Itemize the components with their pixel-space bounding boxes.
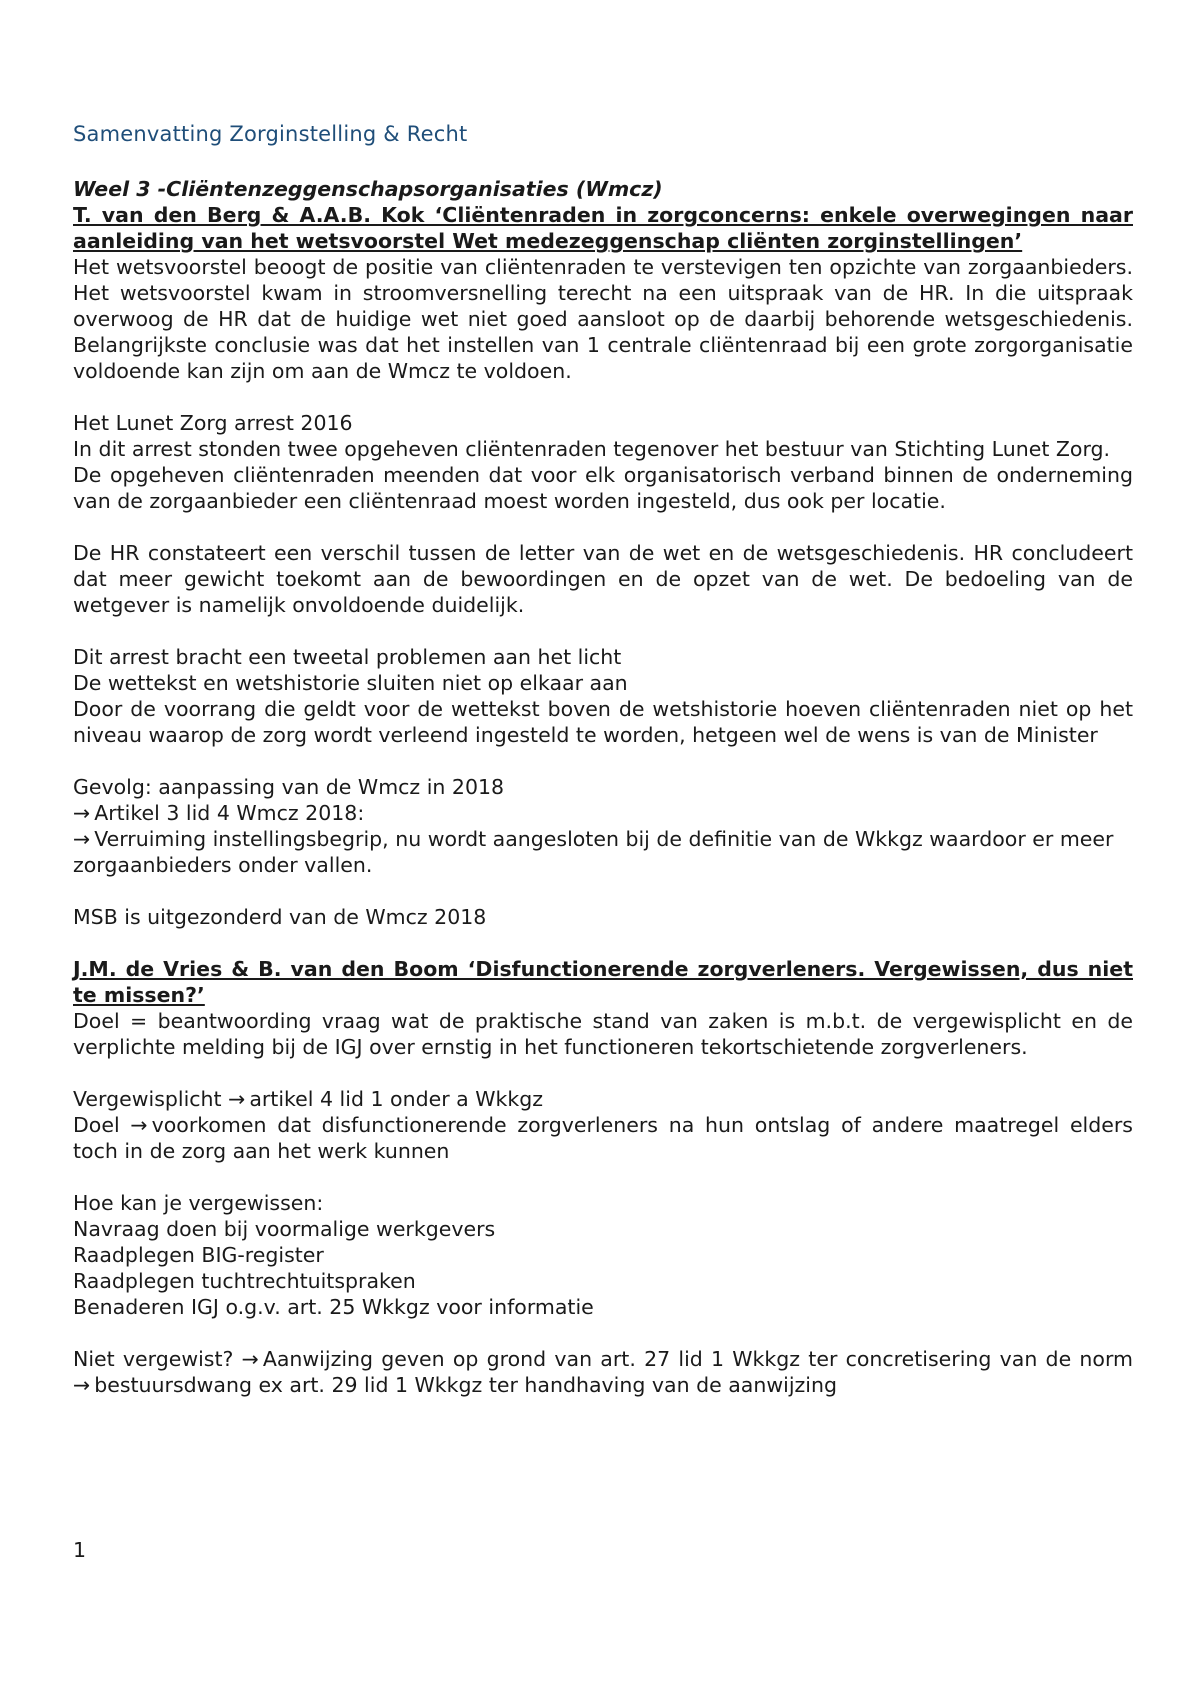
page-number: 1: [73, 1538, 87, 1562]
arrow-right-icon: →: [73, 827, 91, 851]
article-1-heading: T. van den Berg & A.A.B. Kok ‘Cliëntenraden in zorgconcerns: enkele overwegingen naar aanleiding van het wetsvoorstel Wet medezeggenschap cliënten zorginstellingen’: [73, 203, 1133, 253]
spacer: [73, 1164, 1133, 1190]
niet-vergewist-text-2: bestuursdwang ex art. 29 lid 1 Wkkgz ter handhaving van de aanwijzing: [94, 1373, 837, 1397]
article-1-intro: Het wetsvoorstel beoogt de positie van cliëntenraden te verstevigen ten opzichte van zorgaanbieders. Het wetsvoorstel kwam in stroomversnelling terecht na een uitspraak van de HR. In die uitspraak overwoog de HR dat de huidige wet niet goed aansloot op de daarbij behorende wetsgeschiedenis. Belangrijkste conclusie was dat het instellen van 1 centrale cliëntenraad bij een grote zorgorganisatie voldoende kan zijn om aan de Wmcz te voldoen.: [73, 255, 1133, 383]
arrow-item-1-text: Artikel 3 lid 4 Wmcz 2018:: [94, 801, 365, 825]
arrow-right-icon: →: [73, 1373, 91, 1397]
spacer: [73, 618, 1133, 644]
niet-vergewist-label: Niet vergewist?: [73, 1347, 234, 1371]
hoe-title: Hoe kan je vergewissen:: [73, 1191, 324, 1215]
niet-vergewist-line: [73, 1346, 1133, 1398]
hoe-item: Navraag doen bij voormalige werkgevers: [73, 1217, 496, 1241]
vergewisplicht-line: [73, 1086, 1133, 1112]
msb-line: MSB is uitgezonderd van de Wmcz 2018: [73, 905, 487, 929]
arrow-right-icon: →: [73, 801, 91, 825]
doel-line: [73, 1112, 1133, 1164]
problems-line-2: De wettekst en wetshistorie sluiten niet op elkaar aan: [73, 671, 628, 695]
arrow-right-icon: →: [241, 1347, 259, 1371]
hoe-item: Raadplegen BIG-register: [73, 1243, 324, 1267]
niet-vergewist-text-1: Aanwijzing geven op grond van art. 27 lid 1 Wkkgz ter concretisering van de norm: [262, 1347, 1133, 1371]
document-title: Samenvatting Zorginstelling & Recht: [73, 122, 468, 146]
vergewisplicht-text: artikel 4 lid 1 onder a Wkkgz: [249, 1087, 544, 1111]
doel-text: voorkomen dat disfunctionerende zorgverleners na hun ontslag of andere maatregel elders toch in de zorg aan het werk kunnen: [73, 1113, 1133, 1163]
lunet-paragraph-2: De opgeheven cliëntenraden meenden dat voor elk organisatorisch verband binnen de onderneming van de zorgaanbieder een cliëntenraad moest worden ingesteld, dus ook per locatie.: [73, 463, 1133, 513]
lunet-title: Het Lunet Zorg arrest 2016: [73, 411, 353, 435]
week-heading: Weel 3 -Cliëntenzeggenschapsorganisaties (Wmcz): [73, 177, 663, 201]
article-2-heading: J.M. de Vries & B. van den Boom ‘Disfunctionerende zorgverleners. Vergewissen, dus niet te missen?’: [73, 957, 1133, 1007]
arrow-right-icon: →: [130, 1113, 148, 1137]
hoe-item: Raadplegen tuchtrechtuitspraken: [73, 1269, 416, 1293]
arrow-item-1: [73, 800, 1133, 826]
arrow-item-2-text: Verruiming instellingsbegrip, nu wordt aangesloten bij de definitie van de Wkkgz waardoor er meer zorgaanbieders onder vallen.: [73, 827, 1114, 877]
hoe-item: Benaderen IGJ o.g.v. art. 25 Wkkgz voor informatie: [73, 1295, 594, 1319]
arrow-item-2: [73, 826, 1133, 878]
spacer: [73, 930, 1133, 956]
doel-label: Doel: [73, 1113, 120, 1137]
spacer: [73, 1320, 1133, 1346]
problems-line-3: Door de voorrang die geldt voor de wettekst boven de wetshistorie hoeven cliëntenraden niet op het niveau waarop de zorg wordt verleend ingesteld te worden, hetgeen wel de wens is van de Minister: [73, 697, 1133, 747]
document-page: [73, 120, 1133, 1398]
hr-paragraph: De HR constateert een verschil tussen de letter van de wet en de wetsgeschiedenis. HR concludeert dat meer gewicht toekomt aan de bewoordingen en de opzet van de wet. De bedoeling van de wetgever is namelijk onvoldoende duidelijk.: [73, 541, 1133, 617]
lunet-paragraph-1: In dit arrest stonden twee opgeheven cliëntenraden tegenover het bestuur van Stichting Lunet Zorg.: [73, 437, 1111, 461]
spacer: [73, 1060, 1133, 1086]
spacer: [73, 514, 1133, 540]
article-2-doel: Doel = beantwoording vraag wat de praktische stand van zaken is m.b.t. de vergewisplicht en de verplichte melding bij de IGJ over ernstig in het functioneren tekortschietende zorgverleners.: [73, 1009, 1133, 1059]
spacer: [73, 384, 1133, 410]
spacer: [73, 878, 1133, 904]
arrow-right-icon: →: [228, 1087, 246, 1111]
spacer: [73, 748, 1133, 774]
gevolg-line: Gevolg: aanpassing van de Wmcz in 2018: [73, 775, 505, 799]
problems-line-1: Dit arrest bracht een tweetal problemen aan het licht: [73, 645, 622, 669]
vergewisplicht-label: Vergewisplicht: [73, 1087, 222, 1111]
